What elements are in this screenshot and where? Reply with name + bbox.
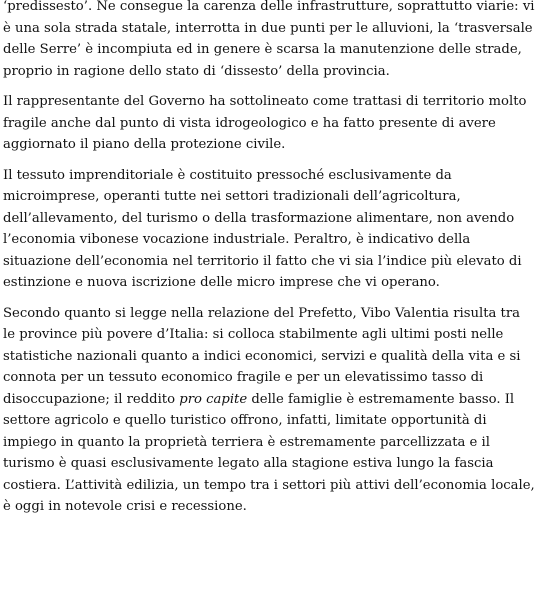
text-line: situazione dell’economia nel territorio il fatto che vi sia l’indice più elevato di <box>3 253 522 269</box>
text-line: Il tessuto imprenditoriale è costituito pressoché esclusivamente da <box>3 167 452 183</box>
text-line: aggiornato il piano della protezione civile. <box>3 137 286 152</box>
text-line: turismo è quasi esclusivamente legato alla stagione estiva lungo la fascia <box>3 456 494 471</box>
text-line: è una sola strada statale, interrotta in due punti per le alluvioni, la ‘trasversale <box>3 20 533 36</box>
text-line: fragile anche dal punto di vista idrogeologico e ha fatto presente di avere <box>3 115 496 131</box>
text-line: le province più povere d’Italia: si colloca stabilmente agli ultimi posti nelle <box>3 327 504 342</box>
text-line: dell’allevamento, del turismo o della trasformazione alimentare, non avendo <box>3 210 515 226</box>
text-line: costiera. L’attività edilizia, un tempo tra i settori più attivi dell’economia locale, <box>3 477 535 493</box>
text-line: microimprese, operanti tutte nei settori tradizionali dell’agricoltura, <box>3 189 461 204</box>
text-line: settore agricolo e quello turistico offrono, infatti, limitate opportunità di <box>3 413 487 428</box>
italic-phrase: pro capite <box>179 391 248 407</box>
paragraph <box>3 303 535 518</box>
paragraph <box>3 165 522 294</box>
text-line: delle Serre’ è incompiuta ed in genere è scarsa la manutenzione delle strade, <box>3 42 522 57</box>
text-line: proprio in ragione dello stato di ‘dissesto’ della provincia. <box>3 63 390 79</box>
text-line: Secondo quanto si legge nella relazione del Prefetto, Vibo Valentia risulta tra <box>3 305 521 321</box>
paragraph <box>3 0 535 82</box>
text-line: è oggi in notevole crisi e recessione. <box>3 499 247 514</box>
text-line: connota per un tessuto economico fragile e per un elevatissimo tasso di <box>3 370 484 385</box>
text-line: Il rappresentante del Governo ha sottolineato come trattasi di territorio molto <box>3 94 527 109</box>
text-line: statistiche nazionali quanto a indici economici, servizi e qualità della vita e si <box>3 348 521 364</box>
text-line: impiego in quanto la proprietà terriera è estremamente parcellizzata e il <box>3 434 490 450</box>
text-line: ‘predissesto’. Ne consegue la carenza delle infrastrutture, soprattutto viarie: vi <box>3 0 535 14</box>
text-line: disoccupazione; il reddito pro capite delle famiglie è estremamente basso. Il <box>3 391 515 407</box>
text-line: l’economia vibonese vocazione industriale. Peraltro, è indicativo della <box>3 232 471 247</box>
paragraph <box>3 91 527 156</box>
text-line: estinzione e nuova iscrizione delle micro imprese che vi operano. <box>3 275 440 290</box>
